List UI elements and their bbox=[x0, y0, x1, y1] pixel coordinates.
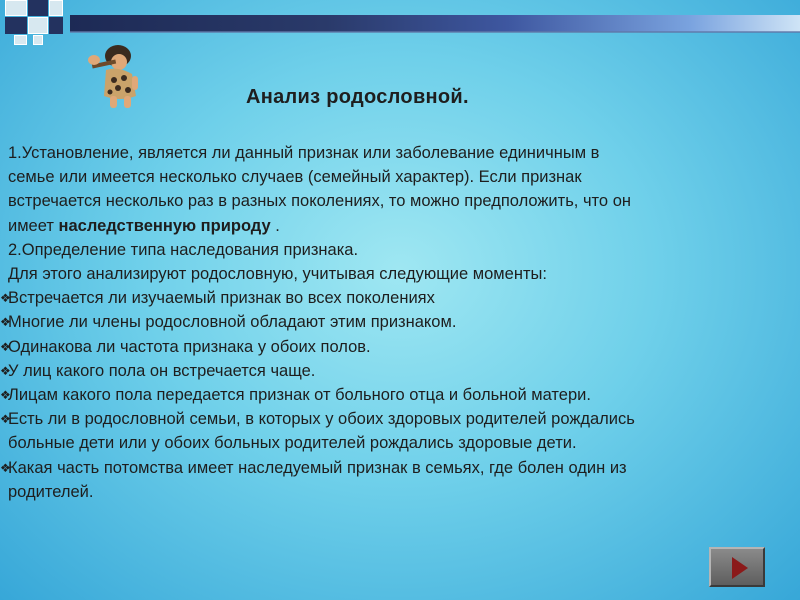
deco-square-2 bbox=[28, 0, 48, 16]
intro-line-4 bbox=[0, 214, 790, 238]
diamond-bullet-icon: ❖ bbox=[0, 315, 11, 330]
list-item: ❖ У лиц какого пола он встречается чаще. bbox=[0, 359, 790, 383]
step-2-heading: 2.Определение типа наследования признака. bbox=[8, 240, 359, 259]
diamond-bullet-icon: ❖ bbox=[0, 363, 11, 378]
list-item: ❖ Лицам какого пола передается признак от больного отца и больной матери. bbox=[0, 383, 790, 407]
deco-square-4 bbox=[5, 17, 27, 34]
list-item: ❖ Одинакова ли частота признака у обоих полов. bbox=[0, 335, 790, 359]
list-item-continuation: больные дети или у обоих больных родителей рождались здоровые дети. bbox=[8, 434, 577, 453]
intro-line-4-prefix: имеет bbox=[8, 216, 59, 235]
deco-square-5 bbox=[28, 17, 48, 34]
deco-square-8 bbox=[33, 35, 43, 45]
step-2-description: Для этого анализируют родословную, учитывая следующие моменты: bbox=[8, 265, 547, 284]
play-arrow-icon bbox=[732, 557, 748, 579]
diamond-bullet-icon: ❖ bbox=[0, 339, 11, 354]
header-bar bbox=[70, 15, 800, 32]
intro-line-3: встречается несколько раз в разных поколениях, то можно предположить, что он bbox=[8, 192, 631, 211]
header-line bbox=[70, 31, 800, 33]
diamond-bullet-icon: ❖ bbox=[0, 291, 11, 306]
list-item: ❖ Есть ли в родословной семьи, в которых у обоих здоровых родителей рождались bbox=[0, 407, 790, 431]
deco-square-1 bbox=[5, 0, 27, 16]
diamond-bullet-icon: ❖ bbox=[0, 388, 11, 403]
list-item: ❖ Какая часть потомства имеет наследуемый признак в семьях, где болен один из bbox=[0, 456, 790, 480]
diamond-bullet-icon: ❖ bbox=[0, 412, 11, 427]
deco-square-3 bbox=[49, 0, 63, 16]
intro-line-2: семье или имеется несколько случаев (семейный характер). Если признак bbox=[8, 168, 582, 187]
caveman-icon bbox=[78, 40, 148, 112]
key-term: наследственную природу bbox=[58, 216, 271, 235]
intro-line-4-suffix: . bbox=[270, 216, 280, 235]
deco-square-6 bbox=[49, 17, 63, 34]
diamond-bullet-icon: ❖ bbox=[0, 460, 11, 475]
next-slide-button[interactable] bbox=[709, 547, 765, 587]
list-item-continuation: родителей. bbox=[8, 482, 94, 501]
list-item: ❖ Многие ли члены родословной обладают этим признаком. bbox=[0, 310, 790, 334]
deco-square-7 bbox=[14, 35, 27, 45]
slide-title: Анализ родословной. bbox=[246, 86, 469, 108]
slide-body bbox=[0, 141, 790, 504]
list-item: ❖ Встречается ли изучаемый признак во всех поколениях bbox=[0, 286, 790, 310]
intro-line-1: 1.Установление, является ли данный признак или заболевание единичным в bbox=[8, 144, 600, 162]
